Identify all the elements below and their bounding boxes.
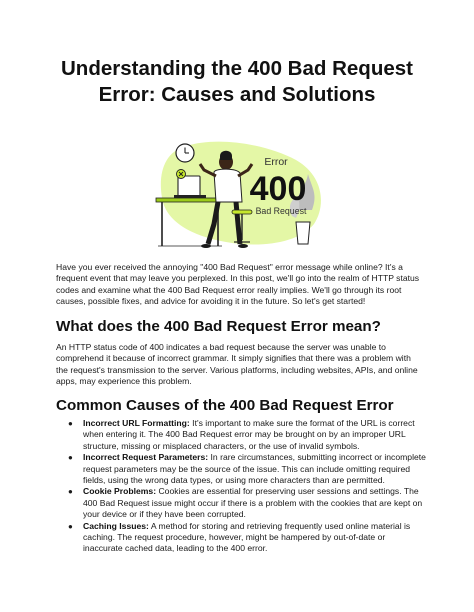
title-line-2: Error: Causes and Solutions (98, 83, 376, 106)
intro-paragraph: Have you ever received the annoying "400 Bad Request" error message while online? It's a frequent event that may leave you perplexed. In this post, we'll go into the realm of HTTP status codes and examine what the 400 Bad Request error really implies. We'll go through its root causes, possible fixes, and advice for avoiding it in the future. So let's get started! (56, 262, 420, 307)
error-code-label: 400 (249, 170, 307, 208)
error-label: Error (264, 156, 288, 168)
list-item-label: Caching Issues: (83, 520, 149, 531)
bullet-icon: ● (68, 453, 73, 463)
warning-icon (177, 170, 186, 179)
list-item (56, 486, 426, 520)
list-item-label: Incorrect Request Parameters: (83, 452, 209, 463)
meaning-paragraph: An HTTP status code of 400 indicates a bad request because the server was unable to comprehend it because of incorrect grammar. It simply signifies that there was a problem with the request's transmission to the server. Various platforms, including websites, APIs, and online apps, may experience this problem. (56, 342, 418, 387)
section-heading-causes: Common Causes of the 400 Bad Request Error (56, 397, 394, 414)
list-item-text: In rare circumstances, submitting incorrect or incomplete request parameters may be the source of the issue. This can include omitting required fields, using the wrong data types, or using more characters than are permitted. (83, 452, 426, 486)
list-item (56, 452, 426, 486)
bullet-icon: ● (68, 419, 73, 428)
list-item-text: It's important to make sure the format of the URL is correct when entering it. The 400 Bad Request error may be brought on by an improper URL structure, missing or misplaced characters, or the use of invalid symbols. (83, 418, 415, 451)
list-item-text: Cookies are essential for preserving user sessions and settings. The 400 Bad Request issue might occur if there is a problem with the cookies that are kept on your device or if they have been corrupted. (83, 486, 423, 520)
bad-request-label: Bad Request (255, 206, 307, 216)
bullet-icon: ● (68, 521, 73, 531)
page-title (30, 56, 444, 108)
list-item-label: Incorrect URL Formatting: (83, 418, 190, 428)
title-line-1: Understanding the 400 Bad Request (61, 57, 413, 80)
list-item-text: A method for storing and retrieving frequently used online material is caching. The request procedure, however, might be hampered by out-of-date or inaccurate cached data, leading to the 400 error. (83, 520, 411, 554)
clock-icon (176, 144, 194, 162)
bullet-icon: ● (68, 487, 73, 497)
section-heading-meaning: What does the 400 Bad Request Error mean? (56, 318, 381, 335)
list-item-label: Cookie Problems: (83, 486, 157, 497)
list-item (56, 418, 426, 452)
causes-list (56, 418, 426, 555)
error-400-illustration (148, 140, 328, 252)
list-item (56, 521, 426, 555)
